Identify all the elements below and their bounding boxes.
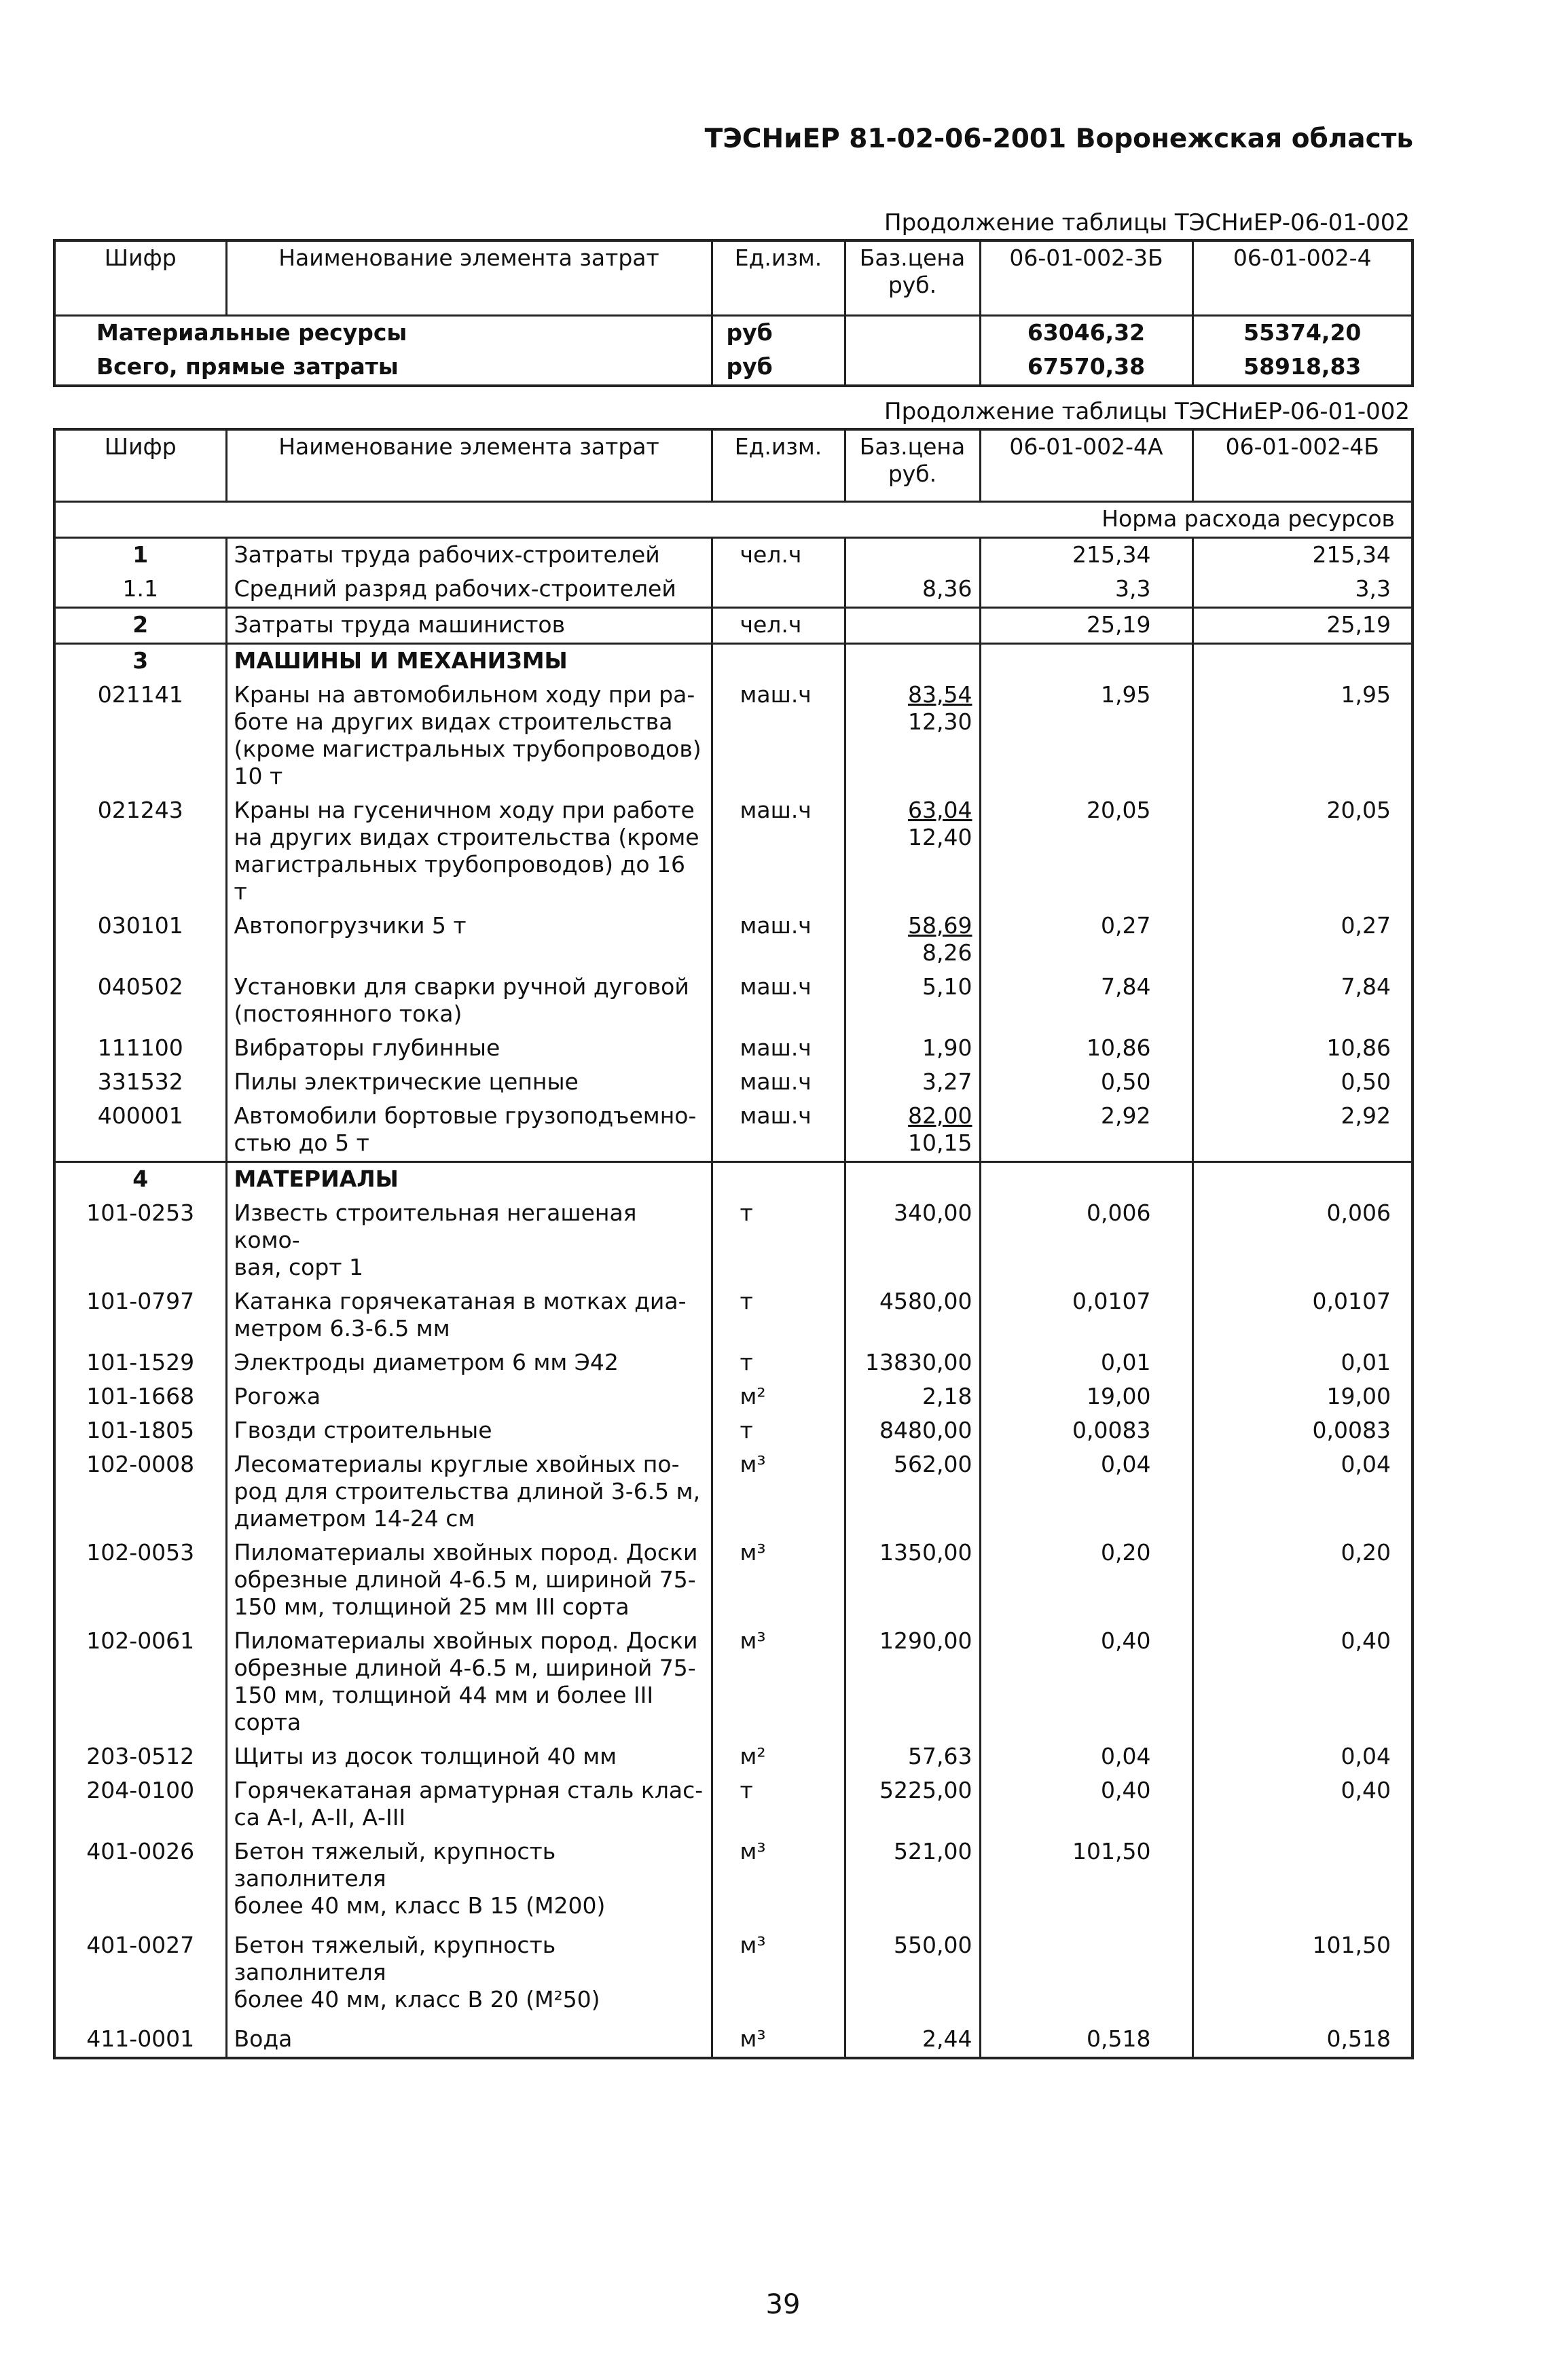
row-price (845, 971, 980, 1032)
row-price-secondary: 10,15 (908, 1129, 972, 1156)
row-unit: м² (712, 1380, 845, 1414)
norm-label-row (54, 501, 1413, 537)
table-row (54, 971, 1413, 1032)
row-name: Лесоматериалы круглые хвойных по- род для строительства длиной 3-6.5 м, диаметром 14-24 см (226, 1448, 712, 1536)
row-value-2: 0,50 (1192, 1066, 1413, 1100)
row-value-1: 0,01 (980, 1346, 1192, 1380)
row-code: 101-0797 (86, 1287, 195, 1314)
row-price-secondary: 12,40 (908, 823, 972, 850)
row-unit: т (712, 1774, 845, 1835)
row-code: 102-0053 (86, 1538, 195, 1566)
row-name: Пиломатериалы хвойных пород. Доски обрезные длиной 4-6.5 м, шириной 75- 150 мм, толщиной 44 мм и более III сорта (226, 1625, 712, 1740)
row-value-1: 0,04 (980, 1448, 1192, 1536)
row-price-secondary: 12,30 (908, 708, 972, 735)
row-name: Автомобили бортовые грузоподъемно- стью до 5 т (226, 1100, 712, 1162)
row-code: 203-0512 (86, 1742, 195, 1769)
row-price (845, 1066, 980, 1100)
row-code: 040502 (97, 973, 183, 1000)
row-value-2: 25,19 (1192, 607, 1413, 643)
row-price (845, 573, 980, 608)
row-value-2 (1192, 643, 1413, 679)
row-price (845, 1929, 980, 2023)
table-row (54, 315, 1413, 350)
table-row (54, 537, 1413, 573)
row-value-1: 0,04 (980, 1740, 1192, 1774)
row-name: Пилы электрические цепные (226, 1066, 712, 1100)
row-name: Щиты из досок толщиной 40 мм (226, 1740, 712, 1774)
row-unit: руб (712, 350, 845, 386)
table2 (53, 428, 1414, 2059)
row-price-secondary: 8,26 (922, 939, 972, 966)
row-code: 030101 (97, 912, 183, 939)
table-row (54, 1380, 1413, 1414)
row-value-2: 0,0083 (1192, 1414, 1413, 1448)
row-unit: м³ (712, 1625, 845, 1740)
row-unit: руб (712, 315, 845, 350)
table2-continuation-label: Продолжение таблицы ТЭСНиЕР-06-01-002 (884, 398, 1410, 425)
table-row (54, 1161, 1413, 1197)
row-price (845, 909, 980, 971)
row-code: 021243 (97, 796, 183, 823)
row-value-2: 58918,83 (1192, 350, 1413, 386)
row-value-1: 25,19 (980, 607, 1192, 643)
row-code: 102-0008 (86, 1450, 195, 1477)
row-name: Всего, прямые затраты (96, 353, 399, 380)
row-value-2: 0,518 (1192, 2023, 1413, 2058)
row-unit (712, 573, 845, 608)
row-name: Средний разряд рабочих-строителей (226, 573, 712, 608)
row-value-1: 67570,38 (980, 350, 1192, 386)
row-value-2: 0,20 (1192, 1536, 1413, 1625)
col-header-code: Шифр (54, 429, 226, 501)
row-value-1: 0,0107 (980, 1285, 1192, 1346)
row-price (845, 350, 980, 386)
row-name: МАШИНЫ И МЕХАНИЗМЫ (226, 643, 712, 679)
table-row (54, 1197, 1413, 1285)
row-value-1: 1,95 (980, 679, 1192, 794)
row-price (845, 1285, 980, 1346)
row-name: Установки для сварки ручной дуговой (постоянного тока) (226, 971, 712, 1032)
row-value-2: 0,27 (1192, 909, 1413, 971)
row-value-2: 0,0107 (1192, 1285, 1413, 1346)
table-row (54, 1835, 1413, 1929)
row-value-2: 101,50 (1192, 1929, 1413, 2023)
row-value-1: 0,27 (980, 909, 1192, 971)
row-unit: м³ (712, 1448, 845, 1536)
table-row (54, 643, 1413, 679)
col-header-norm-1: 06-01-002-3Б (980, 240, 1192, 315)
table1-continuation-label: Продолжение таблицы ТЭСНиЕР-06-01-002 (884, 209, 1410, 236)
row-price (845, 1032, 980, 1066)
row-price (845, 1625, 980, 1740)
row-price-main: 8480,00 (879, 1416, 972, 1443)
row-name: Пиломатериалы хвойных пород. Доски обрезные длиной 4-6.5 м, шириной 75- 150 мм, толщиной 25 мм III сорта (226, 1536, 712, 1625)
table-row (54, 1066, 1413, 1100)
row-price (845, 1448, 980, 1536)
row-price (845, 1774, 980, 1835)
row-value-1: 0,006 (980, 1197, 1192, 1285)
row-price (845, 1380, 980, 1414)
row-value-1: 2,92 (980, 1100, 1192, 1162)
row-unit: м² (712, 1740, 845, 1774)
row-unit: маш.ч (712, 1100, 845, 1162)
row-value-1: 10,86 (980, 1032, 1192, 1066)
row-name: Автопогрузчики 5 т (226, 909, 712, 971)
row-value-1: 0,518 (980, 2023, 1192, 2058)
row-price (845, 1740, 980, 1774)
row-value-1: 0,20 (980, 1536, 1192, 1625)
table2-header-row (54, 429, 1413, 501)
col-header-name: Наименование элемента затрат (226, 429, 712, 501)
row-value-1: 3,3 (980, 573, 1192, 608)
row-price-main: 8,36 (922, 575, 972, 602)
row-name: Вибраторы глубинные (226, 1032, 712, 1066)
row-value-1 (980, 1929, 1192, 2023)
col-header-price: Баз.цена руб. (845, 429, 980, 501)
row-value-1: 101,50 (980, 1835, 1192, 1929)
row-code: 401-0026 (86, 1837, 195, 1864)
row-price-main: 5225,00 (879, 1776, 972, 1803)
row-code: 4 (54, 1161, 226, 1197)
row-unit: м³ (712, 1835, 845, 1929)
col-header-norm-2: 06-01-002-4Б (1192, 429, 1413, 501)
row-unit: т (712, 1197, 845, 1285)
row-value-2: 3,3 (1192, 573, 1413, 608)
row-unit: маш.ч (712, 1066, 845, 1100)
col-header-norm-2: 06-01-002-4 (1192, 240, 1413, 315)
row-value-2: 1,95 (1192, 679, 1413, 794)
row-name: Бетон тяжелый, крупность заполнителя более 40 мм, класс В 15 (М200) (226, 1835, 712, 1929)
row-price (845, 607, 980, 643)
row-price (845, 1414, 980, 1448)
row-price (845, 315, 980, 350)
row-code: 204-0100 (86, 1776, 195, 1803)
row-price (845, 2023, 980, 2058)
row-name: Горячекатаная арматурная сталь клас- са А-I, А-II, А-III (226, 1774, 712, 1835)
row-value-1: 7,84 (980, 971, 1192, 1032)
row-price-main: 5,10 (922, 973, 972, 1000)
row-value-2: 7,84 (1192, 971, 1413, 1032)
row-value-1 (980, 1161, 1192, 1197)
row-name: Краны на автомобильном ходу при ра- боте на других видах строительства (кроме магистральных трубопроводов) 10 т (226, 679, 712, 794)
row-price-main: 562,00 (894, 1450, 972, 1477)
row-value-2: 215,34 (1192, 537, 1413, 573)
row-value-1: 63046,32 (980, 315, 1192, 350)
norm-label: Норма расхода ресурсов (54, 501, 1413, 537)
row-unit: чел.ч (712, 537, 845, 573)
row-value-2: 19,00 (1192, 1380, 1413, 1414)
row-value-2: 0,01 (1192, 1346, 1413, 1380)
row-code: 101-1529 (86, 1348, 195, 1375)
row-name: Затраты труда машинистов (226, 607, 712, 643)
row-code: 401-0027 (86, 1931, 195, 1958)
table-row (54, 1740, 1413, 1774)
row-unit: т (712, 1285, 845, 1346)
col-header-unit: Ед.изм. (712, 429, 845, 501)
row-price-main: 340,00 (894, 1199, 972, 1226)
row-price (845, 679, 980, 794)
row-code: 1 (132, 541, 149, 568)
row-price (845, 1197, 980, 1285)
row-price-main: 58,69 (908, 912, 972, 939)
row-value-1: 19,00 (980, 1380, 1192, 1414)
table-row (54, 1774, 1413, 1835)
row-code: 101-0253 (86, 1199, 195, 1226)
table-row (54, 1625, 1413, 1740)
row-value-1: 215,34 (980, 537, 1192, 573)
table-row (54, 1032, 1413, 1066)
row-name: МАТЕРИАЛЫ (226, 1161, 712, 1197)
row-unit: м³ (712, 2023, 845, 2058)
row-code: 3 (54, 643, 226, 679)
row-value-2: 2,92 (1192, 1100, 1413, 1162)
row-name: Катанка горячекатаная в мотках диа- метром 6.3-6.5 мм (226, 1285, 712, 1346)
table-row (54, 1929, 1413, 2023)
row-price (845, 1100, 980, 1162)
row-name: Электроды диаметром 6 мм Э42 (226, 1346, 712, 1380)
row-value-2: 10,86 (1192, 1032, 1413, 1066)
row-price-main: 4580,00 (879, 1287, 972, 1314)
row-value-2: 0,40 (1192, 1625, 1413, 1740)
row-name: Вода (226, 2023, 712, 2058)
table-row (54, 1285, 1413, 1346)
col-header-norm-1: 06-01-002-4А (980, 429, 1192, 501)
row-price-main: 3,27 (922, 1068, 972, 1095)
row-unit: чел.ч (712, 607, 845, 643)
row-value-2: 55374,20 (1192, 315, 1413, 350)
table1 (53, 239, 1414, 387)
row-unit: т (712, 1346, 845, 1380)
row-value-1: 0,40 (980, 1774, 1192, 1835)
row-value-1: 0,50 (980, 1066, 1192, 1100)
row-price (845, 537, 980, 573)
row-value-2: 20,05 (1192, 794, 1413, 909)
row-unit: маш.ч (712, 971, 845, 1032)
table-row (54, 1448, 1413, 1536)
row-code: 021141 (97, 681, 183, 708)
col-header-unit: Ед.изм. (712, 240, 845, 315)
row-price-main: 13830,00 (865, 1348, 972, 1375)
row-price (845, 1835, 980, 1929)
row-value-2 (1192, 1835, 1413, 1929)
row-price-main: 57,63 (908, 1742, 972, 1769)
row-code: 2 (54, 607, 226, 643)
row-value-2: 0,006 (1192, 1197, 1413, 1285)
table-row (54, 794, 1413, 909)
row-price-main: 1,90 (922, 1034, 972, 1061)
table-row (54, 909, 1413, 971)
col-header-name: Наименование элемента затрат (226, 240, 712, 315)
row-code: 102-0061 (86, 1627, 195, 1654)
row-name: Краны на гусеничном ходу при работе на других видах строительства (кроме магистральных трубопроводов) до 16 т (226, 794, 712, 909)
row-code: 101-1668 (86, 1382, 195, 1409)
row-value-2 (1192, 1161, 1413, 1197)
table-row (54, 1414, 1413, 1448)
row-price-main: 63,04 (908, 796, 972, 823)
row-name: Рогожа (226, 1380, 712, 1414)
row-value-1: 20,05 (980, 794, 1192, 909)
row-unit (712, 1161, 845, 1197)
row-unit: маш.ч (712, 1032, 845, 1066)
row-price-main: 83,54 (908, 681, 972, 708)
row-price (845, 794, 980, 909)
row-unit (712, 643, 845, 679)
col-header-code: Шифр (54, 240, 226, 315)
row-unit: маш.ч (712, 679, 845, 794)
table-row (54, 607, 1413, 643)
row-code: 400001 (97, 1102, 183, 1129)
table-row (54, 1100, 1413, 1162)
table-row (54, 679, 1413, 794)
row-unit: маш.ч (712, 794, 845, 909)
row-code: 101-1805 (86, 1416, 195, 1443)
row-price-main: 1350,00 (879, 1538, 972, 1566)
row-unit: м³ (712, 1929, 845, 2023)
row-price-main: 82,00 (908, 1102, 972, 1129)
row-value-2: 0,04 (1192, 1740, 1413, 1774)
row-value-1: 0,40 (980, 1625, 1192, 1740)
row-price-main: 1290,00 (879, 1627, 972, 1654)
row-price (845, 1346, 980, 1380)
col-header-price: Баз.цена руб. (845, 240, 980, 315)
row-unit: т (712, 1414, 845, 1448)
row-price-main: 2,18 (922, 1382, 972, 1409)
row-price (845, 643, 980, 679)
row-name: Материальные ресурсы (96, 319, 407, 346)
row-name: Затраты труда рабочих-строителей (226, 537, 712, 573)
table-row (54, 1346, 1413, 1380)
row-code: 1.1 (122, 575, 158, 602)
row-price-main: 550,00 (894, 1931, 972, 1958)
table2-body (54, 537, 1413, 2058)
row-value-1 (980, 643, 1192, 679)
page-number: 39 (765, 2289, 801, 2320)
row-unit: м³ (712, 1536, 845, 1625)
table1-header-row (54, 240, 1413, 315)
table-row (54, 350, 1413, 386)
row-name: Известь строительная негашеная комо- вая, сорт 1 (226, 1197, 712, 1285)
row-value-1: 0,0083 (980, 1414, 1192, 1448)
row-value-2: 0,40 (1192, 1774, 1413, 1835)
row-value-2: 0,04 (1192, 1448, 1413, 1536)
table-row (54, 573, 1413, 608)
row-price-main: 521,00 (894, 1837, 972, 1864)
table-row (54, 2023, 1413, 2058)
row-name: Бетон тяжелый, крупность заполнителя более 40 мм, класс В 20 (М²50) (226, 1929, 712, 2023)
row-unit: маш.ч (712, 909, 845, 971)
row-name: Гвозди строительные (226, 1414, 712, 1448)
row-price-main: 2,44 (922, 2025, 972, 2052)
row-code: 331532 (97, 1068, 183, 1095)
row-code: 411-0001 (86, 2025, 195, 2052)
row-price (845, 1536, 980, 1625)
row-code: 111100 (97, 1034, 183, 1061)
row-price (845, 1161, 980, 1197)
document-title: ТЭСНиЕР 81-02-06-2001 Воронежская область (704, 124, 1413, 154)
table-row (54, 1536, 1413, 1625)
